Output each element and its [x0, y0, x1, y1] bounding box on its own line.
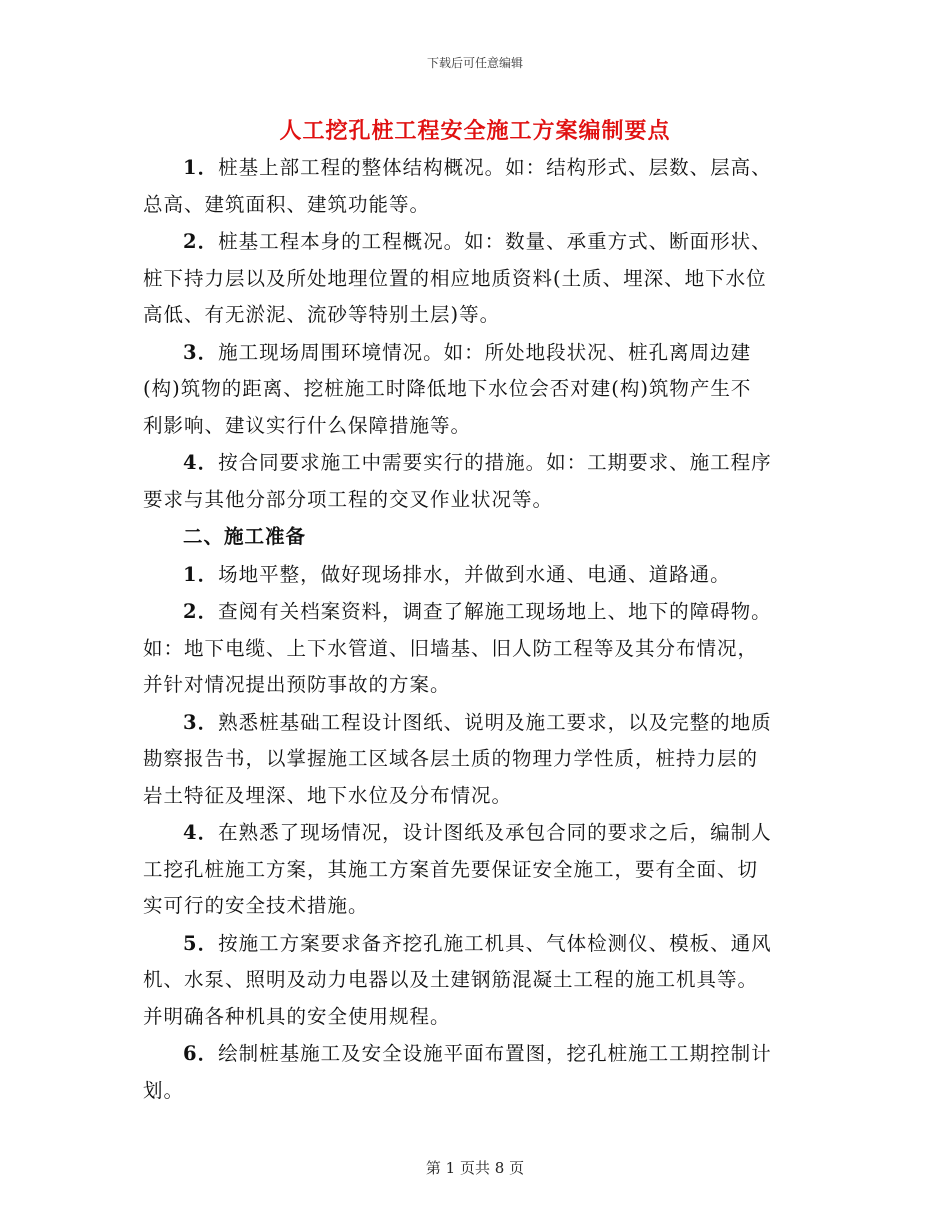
paragraph-line: 2．桩基工程本身的工程概况。如：数量、承重方式、断面形状、 [183, 230, 772, 253]
list-item-6 [143, 1036, 809, 1109]
paragraph-line: 2．查阅有关档案资料，调查了解施工现场地上、地下的障碍物。 [183, 600, 772, 623]
paragraph-line: 并针对情况提出预防事故的方案。 [143, 673, 451, 696]
list-item-2 [143, 224, 809, 334]
paragraph-line: 如：地下电缆、上下水管道、旧墙基、旧人防工程等及其分布情况， [143, 636, 759, 660]
paragraph-line: 4．在熟悉了现场情况，设计图纸及承包合同的要求之后，编制人 [183, 821, 772, 844]
paragraph-line: 6．绘制桩基施工及安全设施平面布置图，挖孔桩施工工期控制计 [183, 1042, 772, 1065]
paragraph-line: 高低、有无淤泥、流砂等特别土层)等。 [143, 303, 501, 326]
paragraph-line: 3．施工现场周围环境情况。如：所处地段状况、桩孔离周边建 [183, 340, 752, 364]
paragraph-line: 桩下持力层以及所处地理位置的相应地质资料(土质、埋深、地下水位 [143, 266, 767, 290]
paragraph-line: (构)筑物的距离、挖桩施工时降低地下水位会否对建(构)筑物产生不 [143, 377, 752, 400]
list-item-3 [143, 335, 809, 445]
paragraph-line: 岩土特征及埋深、地下水位及分布情况。 [143, 783, 513, 807]
paragraph-line: 工挖孔桩施工方案，其施工方案首先要保证安全施工，要有全面、切 [143, 857, 759, 881]
paragraph-line: 要求与其他分部分项工程的交叉作业状况等。 [143, 487, 554, 511]
document-body [143, 150, 809, 1110]
header-note: 下载后可任意编辑 [426, 56, 523, 70]
paragraph-line: 实可行的安全技术措施。 [143, 894, 369, 917]
paragraph-line: 机、水泵、照明及动力电器以及土建钢筋混凝土工程的施工机具等。 [143, 968, 759, 991]
item-number: 3． [183, 340, 219, 364]
paragraph-line: 总高、建筑面积、建筑功能等。 [143, 192, 431, 216]
paragraph-line: 勘察报告书，以掌握施工区域各层土质的物理力学性质，桩持力层的 [143, 747, 759, 770]
paragraph-line: 利影响、建议实行什么保障措施等。 [143, 413, 472, 437]
page-number: 第 1 页共 8 页 [425, 1159, 525, 1177]
document-title: 人工挖孔桩工程安全施工方案编制要点 [279, 118, 671, 144]
list-item-1 [143, 557, 809, 594]
item-number: 6． [183, 1042, 219, 1065]
list-item-5 [143, 926, 809, 1036]
paragraph-line: 4．按合同要求施工中需要实行的措施。如：工期要求、施工程序 [183, 451, 772, 474]
list-item-2 [143, 594, 809, 704]
paragraph-line: 5．按施工方案要求备齐挖孔施工机具、气体检测仪、模板、通风 [183, 931, 772, 955]
paragraph-line: 并明确各种机具的安全使用规程。 [143, 1004, 451, 1028]
item-number: 3． [183, 710, 219, 734]
item-number: 4． [183, 821, 219, 844]
list-item-4 [143, 445, 809, 518]
item-number: 1． [183, 562, 219, 586]
item-number: 4． [183, 451, 219, 474]
list-item-4 [143, 815, 809, 925]
paragraph-line: 1．场地平整，做好现场排水，并做到水通、电通、道路通。 [183, 562, 731, 586]
item-number: 2． [183, 230, 219, 253]
list-item-3 [143, 705, 809, 815]
list-item-1 [143, 150, 809, 223]
section-heading: 二、施工准备 [183, 525, 307, 548]
paragraph-line: 3．熟悉桩基础工程设计图纸、说明及施工要求，以及完整的地质 [183, 710, 772, 734]
item-number: 5． [183, 931, 219, 955]
item-number: 1． [183, 156, 219, 179]
paragraph-line: 1．桩基上部工程的整体结构概况。如：结构形式、层数、层高、 [183, 156, 772, 179]
paragraph-line: 划。 [143, 1078, 185, 1102]
item-number: 2． [183, 600, 219, 623]
